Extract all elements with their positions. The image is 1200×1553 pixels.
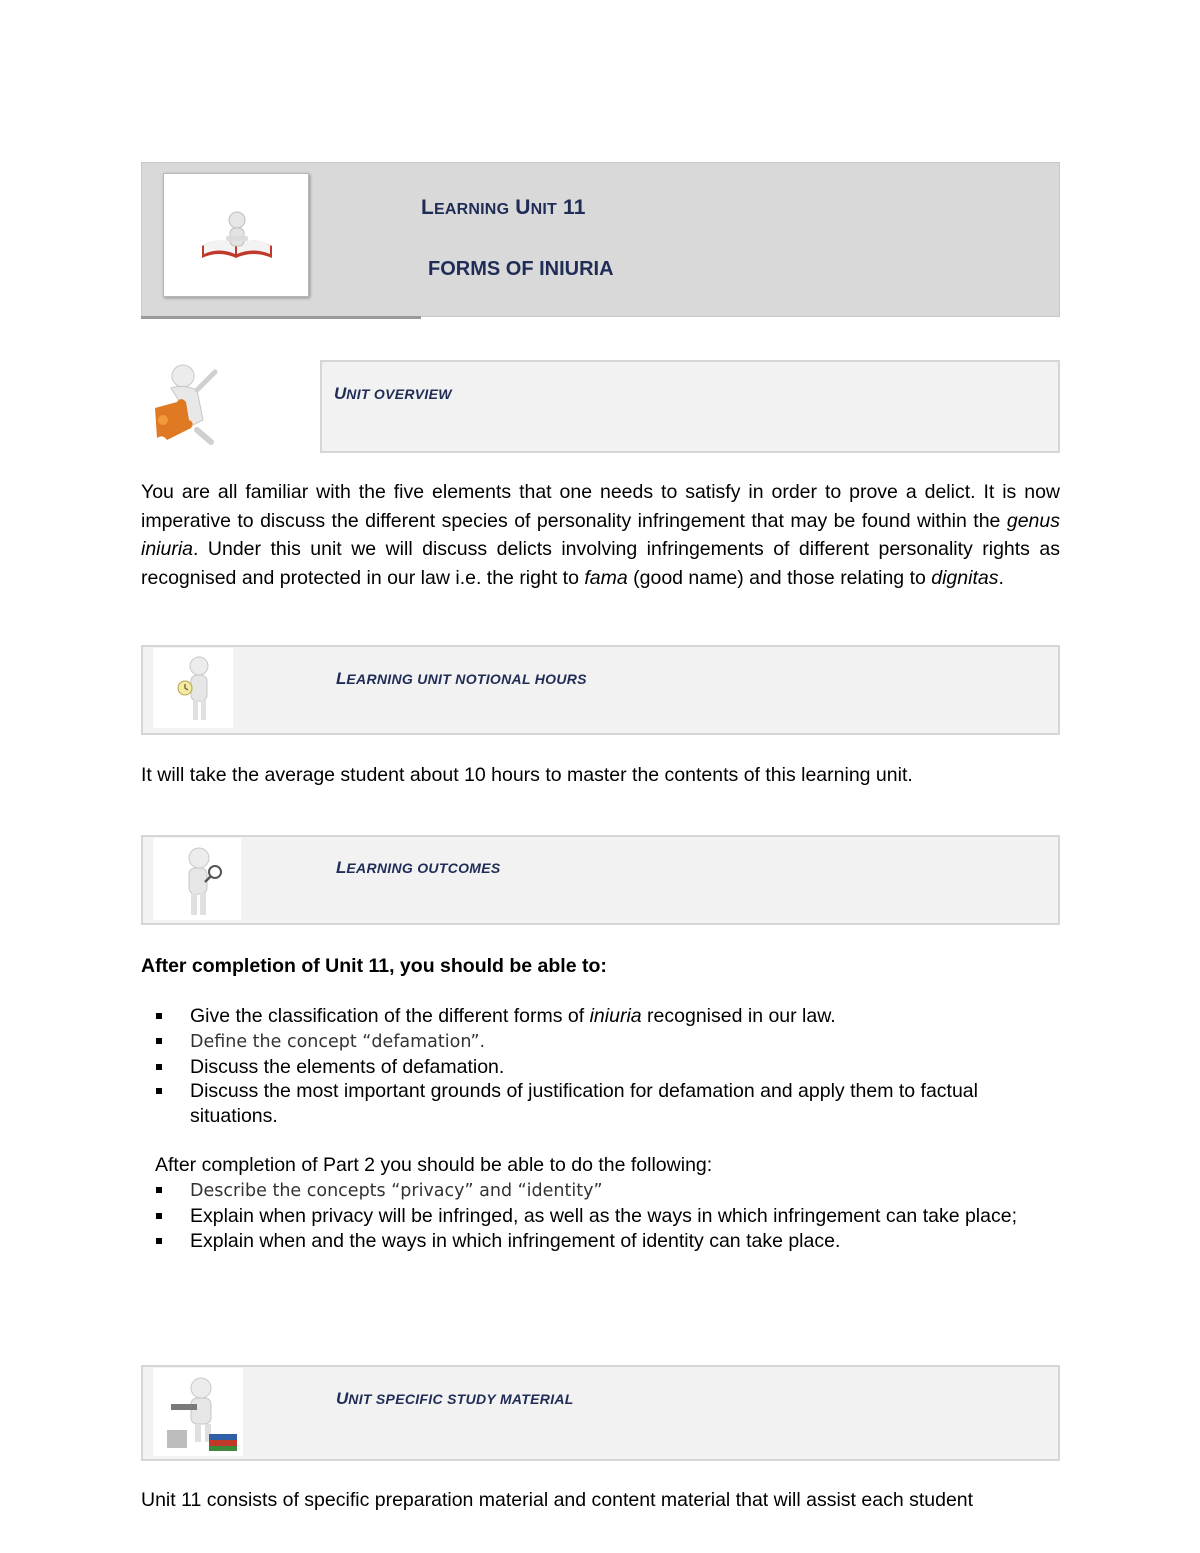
outcomes-list-part1 — [141, 1004, 1060, 1129]
part2-intro: After completion of Part 2 you should be able to do the following: — [155, 1154, 713, 1176]
list-item: Discuss the most important grounds of justification for defamation and apply them to factual situations. — [141, 1079, 1060, 1129]
outcomes-intro: After completion of Unit 11, you should be able to: — [141, 955, 607, 977]
list-item: Describe the concepts “privacy” and “identity” — [141, 1178, 1060, 1204]
unit-overview-label: UNIT OVERVIEW — [334, 384, 452, 403]
learning-unit-label: LEARNING UNIT 11 — [421, 196, 586, 219]
outcomes-list-part2 — [141, 1178, 1060, 1253]
unit-title: FORMS OF INIURIA — [428, 258, 614, 280]
learning-outcomes-header — [141, 835, 1060, 925]
figure-with-magnifier-icon — [153, 838, 241, 920]
notional-hours-label: LEARNING UNIT NOTIONAL HOURS — [336, 669, 587, 688]
unit-overview-image — [141, 360, 231, 450]
study-material-header — [141, 1365, 1060, 1461]
title-banner-shadow — [141, 316, 421, 319]
figure-with-clock-icon — [153, 648, 233, 728]
unit-overview-header — [320, 360, 1060, 453]
list-item: Explain when privacy will be infringed, as well as the ways in which infringement can take place; — [141, 1204, 1060, 1229]
figure-with-books-icon — [153, 1368, 243, 1456]
list-item: Explain when and the ways in which infringement of identity can take place. — [141, 1229, 1060, 1254]
figure-reading-book-icon — [164, 174, 310, 298]
study-material-text: Unit 11 consists of specific preparation material and content material that will assist each student — [141, 1489, 974, 1511]
list-item: Give the classification of the different forms of iniuria recognised in our law. — [141, 1004, 1060, 1029]
learning-outcomes-image — [153, 838, 241, 920]
overview-paragraph: You are all familiar with the five elements that one needs to satisfy in order to prove a delict. It is now imperative to discuss the different species of personality infringement that may be found within the genus iniuria. Under this unit we will discuss delicts involving infringements of different personality rights as recognised and protected in our law i.e. the right to fama (good name) and those relating to dignitas. — [141, 481, 1060, 589]
learning-outcomes-label: LEARNING OUTCOMES — [336, 858, 501, 877]
study-material-image — [153, 1368, 243, 1456]
figure-with-puzzle-piece-icon — [141, 360, 231, 450]
list-item: Discuss the elements of defamation. — [141, 1055, 1060, 1080]
notional-hours-image — [153, 648, 233, 728]
notional-hours-header — [141, 645, 1060, 735]
list-item: Define the concept “defamation”. — [141, 1029, 1060, 1055]
study-material-label: UNIT SPECIFIC STUDY MATERIAL — [336, 1389, 574, 1408]
title-image-frame — [163, 173, 309, 297]
notional-hours-text: It will take the average student about 10 hours to master the contents of this learning unit. — [141, 764, 913, 786]
